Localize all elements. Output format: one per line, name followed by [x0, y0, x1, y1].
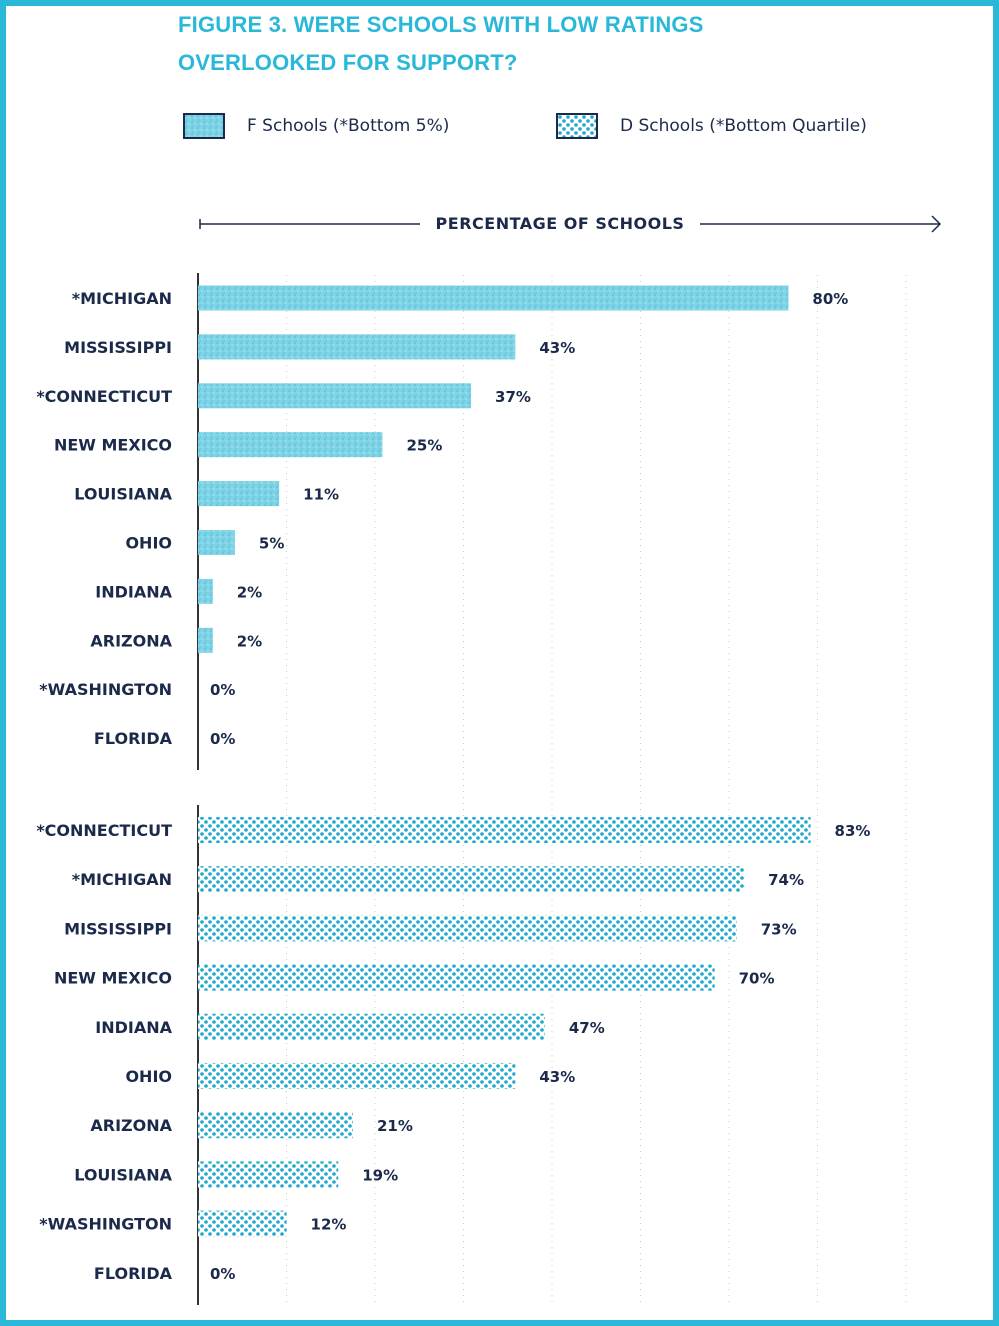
bar-d-schools: [198, 817, 811, 843]
category-label: *WASHINGTON: [39, 680, 172, 700]
value-label: 2%: [236, 583, 263, 602]
bar-d-schools: [198, 1014, 545, 1040]
bar-d-schools: [198, 1161, 338, 1187]
value-label: 83%: [834, 822, 871, 840]
value-label: 80%: [812, 290, 849, 308]
bar-f-schools: [198, 334, 515, 359]
bar-f-schools: [198, 432, 383, 457]
bar-f-schools: [198, 530, 235, 555]
value-label: 0%: [210, 1264, 236, 1283]
category-label: NEW MEXICO: [53, 435, 172, 455]
category-label: MISSISSIPPI: [64, 919, 172, 939]
bar-f-schools: [198, 383, 471, 408]
bar-d-schools: [198, 915, 737, 941]
axis-label: PERCENTAGE OF SCHOOLS: [420, 214, 700, 233]
category-label: NEW MEXICO: [53, 968, 172, 988]
bar-d-schools: [198, 1063, 515, 1089]
bar-f-schools: [198, 579, 213, 604]
bar-d-schools: [198, 1112, 353, 1138]
category-label: FLORIDA: [93, 729, 172, 749]
value-label: 19%: [362, 1166, 399, 1185]
bar-d-schools: [198, 965, 715, 991]
value-label: 47%: [568, 1018, 605, 1037]
value-label: 43%: [539, 338, 576, 357]
bar-d-schools: [198, 1211, 287, 1237]
category-label: LOUISIANA: [74, 484, 172, 504]
category-label: *WASHINGTON: [39, 1214, 172, 1234]
value-label: 21%: [376, 1117, 413, 1136]
grid-lines: [287, 275, 907, 1305]
chart-panel-f-schools: [36, 273, 848, 770]
category-label: FLORIDA: [93, 1263, 172, 1283]
category-label: *MICHIGAN: [71, 289, 172, 308]
category-label: OHIO: [125, 1067, 172, 1086]
category-label: *MICHIGAN: [71, 870, 172, 890]
value-label: 11%: [303, 485, 340, 504]
value-label: 0%: [210, 730, 236, 749]
value-label: 37%: [495, 387, 531, 406]
bar-f-schools: [198, 286, 788, 311]
bar-f-schools: [198, 628, 213, 653]
value-label: 43%: [539, 1068, 576, 1086]
title-line-1: FIGURE 3. WERE SCHOOLS WITH LOW RATINGS: [178, 12, 704, 37]
legend-label-d: D Schools (*Bottom Quartile): [620, 116, 867, 136]
category-label: INDIANA: [95, 582, 172, 602]
title-line-2: OVERLOOKED FOR SUPPORT?: [178, 50, 518, 75]
value-label: 74%: [768, 871, 805, 890]
chart-panel-d-schools: [36, 805, 870, 1305]
value-label: 12%: [310, 1215, 347, 1234]
bar-d-schools: [198, 866, 744, 892]
category-label: *CONNECTICUT: [36, 386, 172, 406]
value-label: 5%: [258, 534, 285, 553]
category-label: LOUISIANA: [74, 1165, 172, 1185]
value-label: 73%: [760, 920, 797, 939]
value-label: 70%: [738, 969, 775, 988]
category-label: *CONNECTICUT: [36, 821, 172, 840]
category-label: ARIZONA: [90, 1116, 172, 1136]
value-label: 25%: [406, 436, 443, 455]
legend-label-f: F Schools (*Bottom 5%): [247, 116, 450, 136]
value-label: 2%: [236, 632, 263, 651]
bar-f-schools: [198, 481, 279, 506]
category-label: ARIZONA: [90, 631, 172, 651]
category-label: INDIANA: [95, 1017, 172, 1037]
category-label: MISSISSIPPI: [64, 337, 172, 357]
value-label: 0%: [210, 681, 236, 700]
category-label: OHIO: [125, 533, 172, 553]
